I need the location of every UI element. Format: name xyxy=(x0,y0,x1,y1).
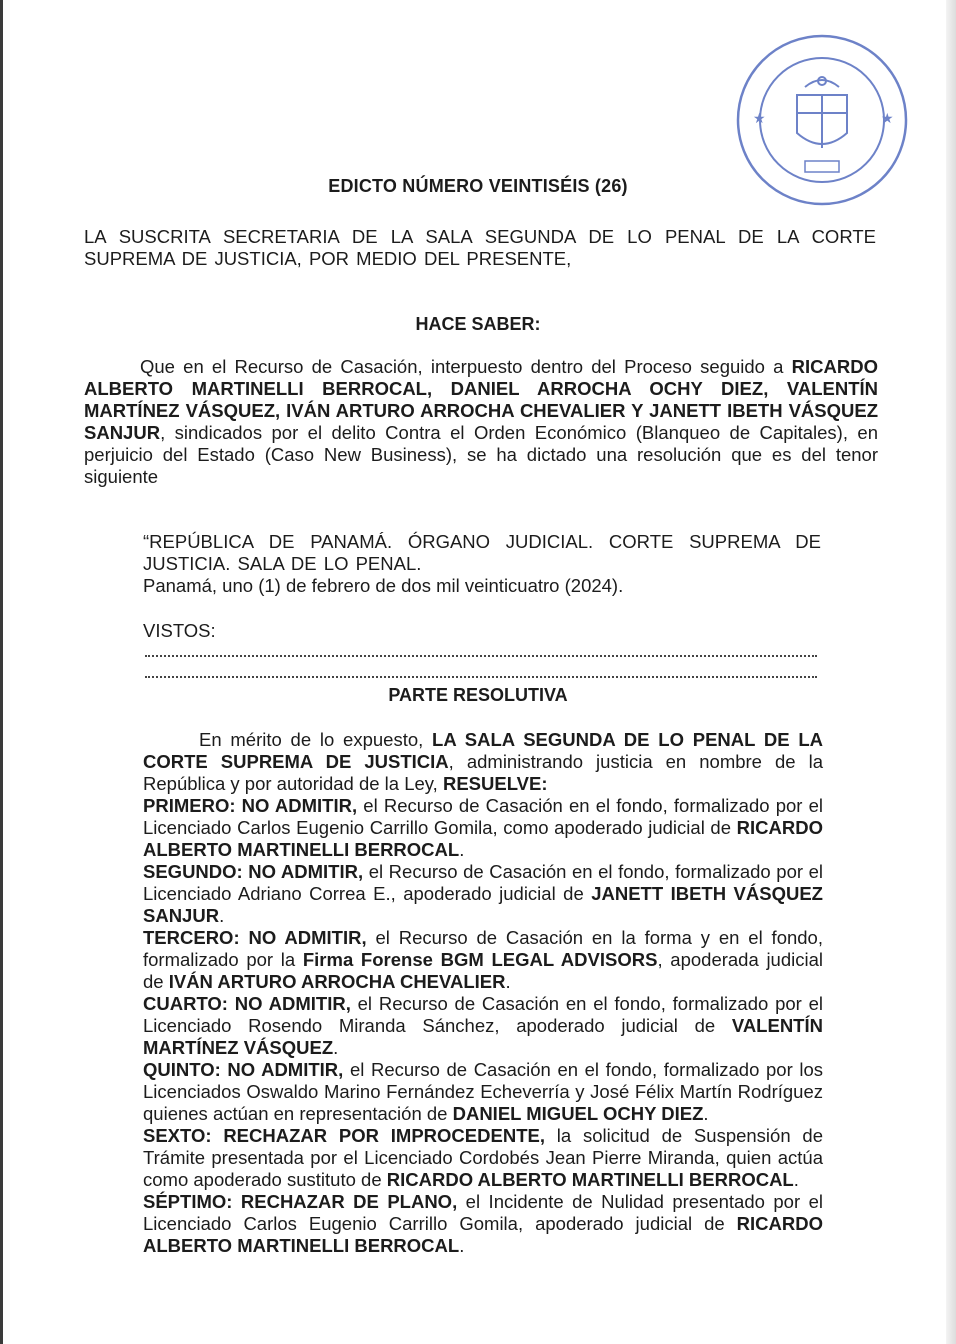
item-label: SEGUNDO: NO ADMITIR, xyxy=(143,861,364,882)
resolution-date: Panamá, uno (1) de febrero de dos mil veinticuatro (2024). xyxy=(143,575,624,596)
scan-edge-left xyxy=(0,0,3,1344)
resolution-intro xyxy=(143,729,823,795)
resolution-item-cuarto xyxy=(143,993,823,1059)
resolution-intro-text: , administrando justicia en nombre de la República y por autoridad de la Ley, xyxy=(143,751,824,794)
item-text: el Recurso de Casación en el fondo, formalizado por los Licenciados Oswaldo Marino Fernández Echeverría y José Félix Martín Rodríguez quienes actúan en representación de xyxy=(143,1059,824,1124)
item-label: SÉPTIMO: RECHAZAR DE PLANO, xyxy=(143,1191,458,1212)
dotted-divider xyxy=(145,655,817,657)
item-name: RICARDO ALBERTO MARTINELLI BERROCAL xyxy=(143,817,823,860)
court-name: LA SALA SEGUNDA DE LO PENAL DE LA CORTE SUPREMA DE JUSTICIA xyxy=(143,729,823,772)
item-text: el Recurso de Casación en el fondo, formalizado por el Licenciado Rosendo Miranda Sánchez, apoderado judicial de xyxy=(143,993,824,1036)
period: . xyxy=(219,905,225,926)
item-label: PRIMERO: NO ADMITIR, xyxy=(143,795,358,816)
period: . xyxy=(459,1235,465,1256)
hace-saber-heading: HACE SABER: xyxy=(415,314,541,334)
item-name: RICARDO ALBERTO MARTINELLI BERROCAL xyxy=(386,1169,794,1190)
item-text: la solicitud de Suspensión de Trámite presentada por el Licenciado Cordobés Jean Pierre Miranda, quien actúa como apoderado sustituto de xyxy=(143,1125,823,1190)
period: . xyxy=(333,1037,339,1058)
item-name: VALENTÍN MARTÍNEZ VÁSQUEZ xyxy=(143,1015,823,1058)
resuelve-label: RESUELVE: xyxy=(442,773,548,794)
item-name: JANETT IBETH VÁSQUEZ SANJUR xyxy=(143,883,823,926)
vistos-label: VISTOS: xyxy=(143,620,216,641)
item-name: RICARDO ALBERTO MARTINELLI BERROCAL xyxy=(143,1213,823,1256)
scan-edge-right xyxy=(946,0,956,1344)
resolution-text xyxy=(143,729,823,1257)
item-label: CUARTO: NO ADMITIR, xyxy=(143,993,351,1014)
parte-resolutiva-heading: PARTE RESOLUTIVA xyxy=(388,685,568,705)
item-label: TERCERO: NO ADMITIR, xyxy=(143,927,367,948)
firm-name: Firma Forense BGM LEGAL ADVISORS xyxy=(302,949,658,970)
edict-title: EDICTO NÚMERO VEINTISÉIS (26) xyxy=(328,176,628,196)
edict-intro: LA SUSCRITA SECRETARIA DE LA SALA SEGUNDA DE LO PENAL DE LA CORTE SUPREMA DE JUSTICIA, POR MEDIO DEL PRESENTE, xyxy=(84,226,876,269)
item-text: el Incidente de Nulidad presentado por el Licenciado Carlos Eugenio Carrillo Gomila, apoderado judicial de xyxy=(143,1191,823,1234)
resolution-item-tercero xyxy=(143,927,823,993)
period: . xyxy=(459,839,465,860)
item-text: el Recurso de Casación en el fondo, formalizado por el Licenciado Adriano Correa E., apoderado judicial de xyxy=(143,861,823,904)
resolution-heading: “REPÚBLICA DE PANAMÁ. ÓRGANO JUDICIAL. CORTE SUPREMA DE JUSTICIA. SALA DE LO PENAL. xyxy=(143,531,821,574)
resolution-item-quinto xyxy=(143,1059,823,1125)
edict-body-paragraph xyxy=(84,356,878,488)
dotted-divider xyxy=(145,676,817,678)
body-text-end: , sindicados por el delito Contra el Orden Económico (Blanqueo de Capitales), en perjuicio del Estado (Caso New Business), se ha dictado una resolución que es del tenor siguiente xyxy=(84,422,878,487)
period: . xyxy=(793,1169,799,1190)
item-text: el Recurso de Casación en la forma y en el fondo, formalizado por la xyxy=(143,927,823,970)
item-text: el Recurso de Casación en el fondo, formalizado por el Licenciado Carlos Eugenio Carrillo Gomila, como apoderado judicial de xyxy=(143,795,823,838)
resolution-item-segundo xyxy=(143,861,823,927)
body-text-start: Que en el Recurso de Casación, interpuesto dentro del Proceso seguido a xyxy=(140,356,792,377)
resolution-item-sexto xyxy=(143,1125,823,1191)
resolution-intro-text: En mérito de lo expuesto, xyxy=(199,729,433,750)
defendant-names: RICARDO ALBERTO MARTINELLI BERROCAL, DANIEL ARROCHA OCHY DIEZ, VALENTÍN MARTÍNEZ VÁSQUEZ, IVÁN ARTURO ARROCHA CHEVALIER Y JANETT IBETH VÁSQUEZ SANJUR xyxy=(84,356,878,443)
period: . xyxy=(703,1103,709,1124)
item-label: QUINTO: NO ADMITIR, xyxy=(143,1059,344,1080)
svg-text:★: ★ xyxy=(753,111,766,127)
item-name: IVÁN ARTURO ARROCHA CHEVALIER xyxy=(168,971,506,992)
period: . xyxy=(505,971,511,992)
resolution-item-primero xyxy=(143,795,823,861)
resolution-item-septimo xyxy=(143,1191,823,1257)
item-name: DANIEL MIGUEL OCHY DIEZ xyxy=(452,1103,704,1124)
item-label: SEXTO: RECHAZAR POR IMPROCEDENTE, xyxy=(143,1125,545,1146)
svg-text:★: ★ xyxy=(881,111,894,127)
item-text: , apoderada judicial de xyxy=(143,949,824,992)
